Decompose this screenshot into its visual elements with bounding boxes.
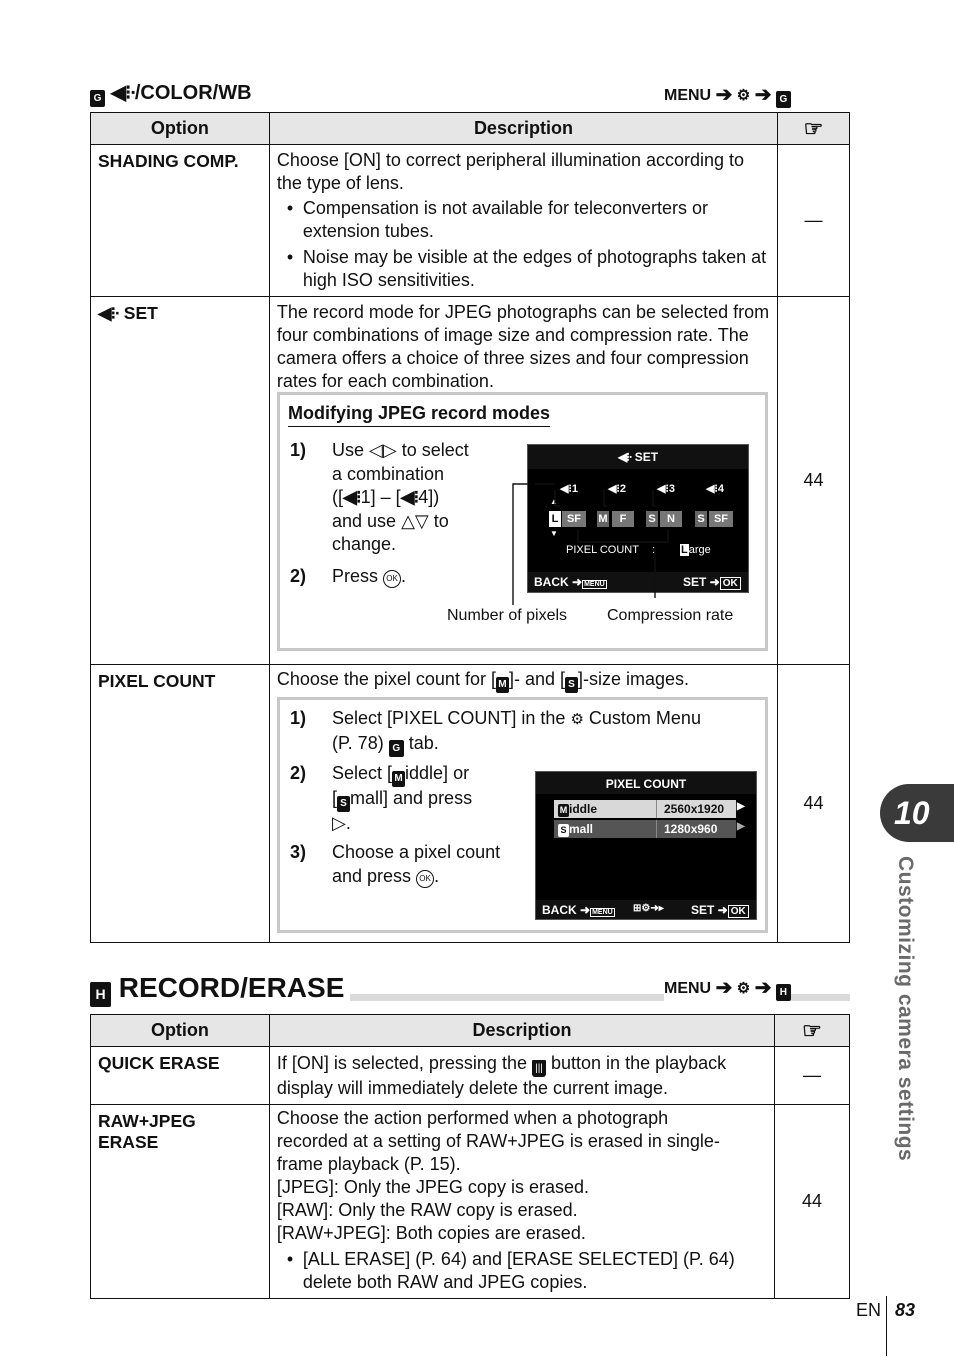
size-chip: S: [695, 511, 707, 527]
left-right-arrows-icon: ◁▷: [369, 440, 397, 460]
compression-chip: N: [660, 511, 682, 527]
description-line: frame playback (P. 15).: [276, 1154, 461, 1174]
up-down-arrows-icon: △▽: [401, 510, 429, 531]
menu-path: [664, 82, 791, 108]
option-description: If [ON] is selected, pressing the ||| button in the playback display will immediately delete the current image.: [269, 1047, 774, 1105]
table-row-raw-jpeg-erase: [91, 1105, 850, 1299]
tab-g-icon: G: [90, 90, 105, 107]
bullet-item: • Noise may be visible at the edges of photographs taken at high ISO sensitivities.: [277, 246, 770, 292]
section-title-text: RECORD/ERASE: [118, 972, 345, 1003]
description-line: [RAW+JPEG]: Both copies are erased.: [276, 1223, 586, 1243]
page-ref: —: [775, 1047, 850, 1105]
bullet-item: • [ALL ERASE] (P. 64) and [ERASE SELECTED] (P. 64) delete both RAW and JPEG copies.: [277, 1248, 767, 1294]
header-ref-icon: ☞: [775, 1015, 850, 1047]
jpeg-quality-icon: ◀⁝: [343, 487, 361, 507]
pixel-value: 2560x1920: [664, 802, 725, 816]
step-number: 1): [290, 708, 307, 728]
size-chip: M: [598, 513, 608, 525]
size-small-icon: S: [565, 677, 578, 693]
option-description: The record mode for JPEG photographs can be selected from four combinations of image size and compression rate. The camera offers a choice of three sizes and four compression rates for each combination.: [276, 302, 770, 391]
up-arrow-icon: ▲: [550, 497, 558, 506]
set-hint: SET ➜ OK: [691, 903, 749, 917]
description-line: recorded at a setting of RAW+JPEG is erased in single-: [276, 1131, 720, 1151]
menu-button-icon: MENU: [584, 581, 605, 588]
pixel-row-small[interactable]: S mall 1280x960: [554, 820, 736, 838]
page-ref: 44: [778, 665, 850, 943]
caption-number-of-pixels: Number of pixels: [447, 607, 568, 624]
ok-button-icon: OK: [383, 570, 401, 588]
page-ref: 44: [778, 297, 850, 665]
navigate-hint-icon: ⊞⚙➜▸: [633, 903, 664, 914]
slot-label: ◀⁝4: [705, 483, 725, 495]
ok-button-icon: OK: [728, 905, 749, 918]
step-number: 1): [290, 440, 307, 460]
arrow-right-icon: ➔: [715, 84, 733, 106]
tab-g-icon: G: [776, 91, 791, 108]
section-title-text: /COLOR/WB: [134, 82, 252, 104]
table-row-quick-erase: [91, 1047, 850, 1105]
header-ref-icon: ☞: [778, 113, 850, 145]
size-middle-icon: M: [392, 771, 405, 787]
step-text: Choose a pixel count and press OK .: [332, 842, 501, 886]
right-arrow-icon: ▷: [332, 813, 346, 833]
back-hint: BACK ➜ MENU: [534, 575, 605, 589]
header-option: Option: [91, 113, 270, 145]
menu-label: MENU: [664, 980, 712, 997]
camera-screen-jpeg-set: ◀⁝∙ SET ◀⁝1 ◀⁝2 ◀⁝3 ◀⁝4 L SF M F S N S SF ▲ ▼ PIXEL COUNT : Large BACK ➜ MENU SET ➜ OK: [527, 444, 749, 593]
slot-label: ◀⁝1: [559, 483, 579, 495]
slot-label: ◀⁝3: [656, 483, 676, 495]
trash-icon: |||: [532, 1060, 546, 1077]
pixel-count-label: PIXEL COUNT: [566, 544, 639, 556]
page-ref: —: [778, 145, 850, 297]
bullet-item: • Compensation is not available for teleconverters or extension tubes.: [277, 197, 770, 243]
pixel-count-value: Large: [681, 544, 711, 556]
tab-h-icon: H: [90, 982, 111, 1007]
header-description: Description: [269, 1015, 774, 1047]
description-line: [JPEG]: Only the JPEG copy is erased.: [276, 1177, 589, 1197]
size-chip: S: [646, 511, 658, 527]
page-ref: 44: [775, 1105, 850, 1299]
option-name: QUICK ERASE: [91, 1047, 270, 1105]
description-line: [RAW]: Only the RAW copy is erased.: [276, 1200, 578, 1220]
header-description: Description: [269, 113, 777, 145]
down-arrow-icon: ▼: [550, 529, 558, 538]
pixel-row-middle[interactable]: M iddle 2560x1920: [554, 800, 736, 818]
menu-label: MENU: [664, 87, 712, 104]
tab-h-icon: H: [776, 984, 791, 1001]
menu-button-icon: MENU: [592, 909, 613, 916]
size-large-icon: L: [681, 544, 688, 556]
option-name: SET: [123, 303, 158, 323]
option-name: PIXEL COUNT: [91, 665, 270, 943]
step-text: Select [PIXEL COUNT] in the ⚙ Custom Menu (P. 78) G tab.: [332, 707, 752, 757]
compression-chip: F: [612, 511, 634, 527]
tab-g-icon: G: [389, 740, 404, 757]
arrow-right-icon: ➔: [754, 977, 772, 999]
jpeg-quality-icon: ◀⁝∙: [98, 303, 119, 323]
camera-screen-pixel-count: [535, 771, 757, 920]
jpeg-quality-icon: ◀⁝∙: [617, 450, 632, 464]
option-name: SHADING COMP.: [91, 145, 270, 297]
description-line: Choose the action performed when a photograph: [276, 1108, 669, 1128]
screen-title: PIXEL COUNT: [605, 777, 687, 791]
size-small-icon: S: [558, 824, 569, 837]
step-number: 3): [290, 842, 307, 862]
footer-divider: [886, 1296, 887, 1356]
size-chip: L: [549, 511, 561, 527]
page-number: 83: [895, 1300, 916, 1320]
jpeg-quality-icon: ◀⁝∙: [110, 82, 135, 104]
right-arrow-icon: ▶: [737, 821, 745, 832]
set-hint: SET ➜ OK: [683, 575, 741, 589]
step-text: Select [ M iddle] or [ S mall] and press ▷.: [332, 763, 473, 833]
size-middle-icon: M: [496, 677, 509, 693]
header-option: Option: [91, 1015, 270, 1047]
callout-lines: [508, 470, 678, 610]
table-header-row: [91, 113, 850, 145]
step-text: Press OK .: [332, 566, 407, 586]
slot-label: ◀⁝2: [607, 483, 627, 495]
ok-button-icon: OK: [720, 577, 741, 590]
language-label: EN: [856, 1300, 882, 1320]
step-text: Use ◁▷ to select a combination ([◀⁝1] – [◀⁝4]) and use △▽ to change.: [332, 440, 469, 554]
chapter-label: Customizing camera settings: [894, 856, 917, 1162]
option-name: RAW+JPEG ERASE: [91, 1105, 270, 1299]
back-hint: BACK ➜ MENU: [542, 903, 613, 917]
table-header-row: [91, 1015, 850, 1047]
step-number: 2): [290, 566, 307, 586]
chapter-tab: 10: [880, 784, 954, 842]
arrow-right-icon: ➔: [754, 84, 772, 106]
option-description: Choose [ON] to correct peripheral illumination according to the type of lens.: [276, 150, 745, 193]
arrow-right-icon: ➔: [715, 977, 733, 999]
option-description: Choose the pixel count for [ M ]- and [ S ]-size images.: [277, 668, 770, 693]
menu-path: [664, 975, 791, 1001]
caption-compression-rate: Compression rate: [607, 607, 734, 624]
section-title: [90, 972, 350, 1007]
size-middle-icon: M: [559, 805, 568, 815]
custom-menu-gear-icon: ⚙: [570, 711, 584, 728]
table-row-shading-comp: [91, 145, 850, 297]
section-title: [90, 80, 252, 107]
options-table-record-erase: [90, 1014, 850, 1299]
jpeg-quality-icon: ◀⁝: [400, 487, 419, 507]
right-arrow-icon: ▶: [737, 801, 745, 812]
box-title: Modifying JPEG record modes: [288, 403, 550, 427]
step-number: 2): [290, 763, 307, 783]
size-small-icon: S: [337, 796, 350, 812]
custom-menu-gear-icon: ⚙: [736, 87, 751, 104]
compression-chip: SF: [562, 511, 586, 527]
compression-chip: SF: [709, 511, 733, 527]
custom-menu-gear-icon: ⚙: [736, 980, 751, 997]
ok-button-icon: OK: [416, 870, 434, 888]
pixel-value: 1280x960: [664, 822, 718, 836]
